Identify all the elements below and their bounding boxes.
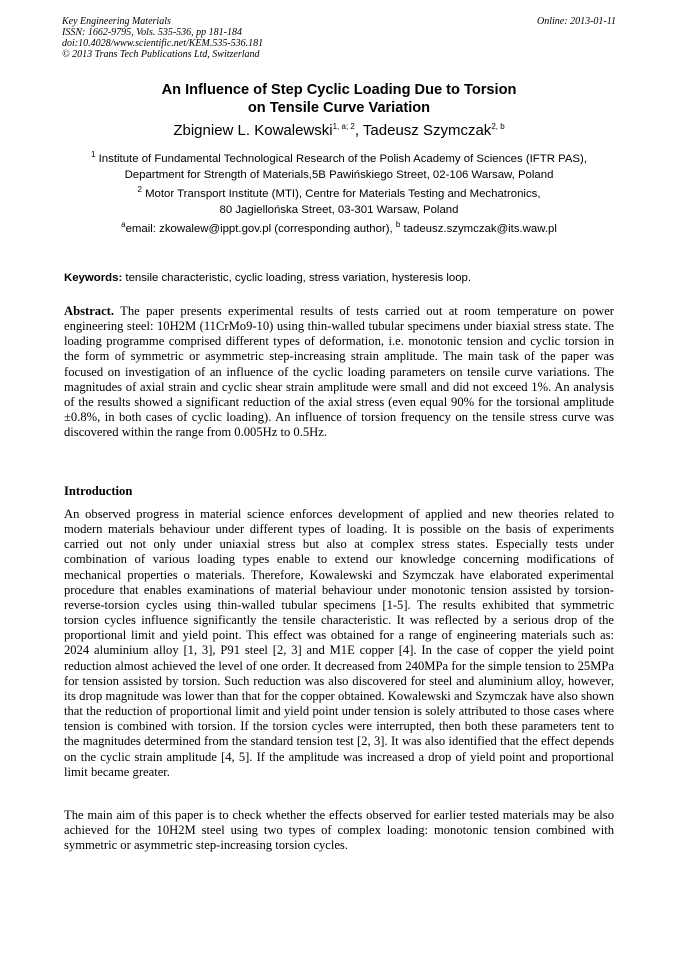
affiliation-2-line-1: Motor Transport Institute (MTI), Centre for Materials Testing and Mechatronics,	[141, 188, 541, 200]
affiliation-2-line-2: 80 Jagiellońska Street, 03-301 Warsaw, Poland	[219, 204, 459, 216]
email-b-marker: b	[395, 220, 401, 230]
title-line-1: An Influence of Step Cyclic Loading Due to Torsion	[161, 82, 517, 98]
abstract-text: The paper presents experimental results of tests carried out at room temperature on power engineering steel: 10H2M (11CrMo9-10) using thin-walled tubular specimens under biaxial stress state. The loading programme comprised different types of deformation, i.e. monotonic tension and cyclic torsion in the form of symmetric or asymmetric step-increasing strain amplitude. The main task of the paper was focused on investigation of an influence of the cyclic loading parameters on tensile curve variations. The magnitudes of axial strain and cyclic shear strain amplitude were small and did not exceed 1%. An analysis of the results showed a significant reduction of the axial stress (even equal 90% for the torsional amplitude ±0.8%, in both cases of cyclic loading). An influence of torsion frequency on the tensile stress curve was discovered within the range from 0.005Hz to 0.5Hz.	[64, 304, 614, 440]
author-1-affil-marker: 1, a; 2	[332, 122, 355, 131]
introduction-paragraph-1: An observed progress in material science enforces development of applied and new theories related to modern materials behaviour under different types of loading. It is possible on the basis of experiments carried out not only under uniaxial stress but also at complex stress states. Especially tests under combination of various loading types enable to extend our knowledge concerning modifications of mechanical properties o materials. Therefore, Kowalewski and Szymczak have elaborated experimental procedure that enables examinations of material behaviour under monotonic tension assisted by torsion-reverse-torsion cycles using thin-walled tubular specimens [1-5]. The results exhibited that symmetric torsion cycles influence significantly the tensile characteristic. It was reflected by a serious drop of the proportional limit and yield point. This effect was obtained for a range of engineering materials such as: 2024 aluminium alloy [1, 3], P91 steel [2, 3] and M1E copper [4]. In the case of copper the yield point reduction almost achieved the level of one order. It decreased from 240MPa for the simple tension to 25MPa for tension assisted by torsion. Such reduction was also discovered for steel and aluminium alloy, however, its drop magnitude was lower than that for the copper obtained. Kowalewski and Szymczak have also shown that the reduction of proportional limit and yield point under tension is solely attributed to those cases where tension is combined with torsion. If the torsion cycles were interrupted, then both these parameters tent to the magnitudes determined from the standard tension test [2, 3]. It was also identified that the effect depends on the cyclic strain amplitude [4, 5]. If the amplitude was increased a drop of yield point and proportional limit became greater.	[64, 507, 614, 779]
affiliation-1-marker: 1	[91, 150, 96, 160]
copyright-line: © 2013 Trans Tech Publications Ltd, Switzerland	[62, 49, 260, 60]
author-list	[40, 122, 638, 140]
affiliation-2-marker: 2	[137, 185, 142, 195]
author-emails	[40, 221, 638, 237]
affiliation-1-line-1: Institute of Fundamental Technological Research of the Polish Academy of Sciences (IFTR PAS),	[95, 153, 587, 165]
paper-title	[60, 81, 618, 117]
affiliation-1-line-2: Department for Strength of Materials,5B Pawińskiego Street, 02-106 Warsaw, Poland	[124, 169, 554, 181]
introduction-heading: Introduction	[64, 484, 133, 498]
keywords	[64, 270, 614, 286]
affiliation-2	[40, 186, 638, 218]
abstract	[64, 304, 614, 440]
title-line-2: on Tensile Curve Variation	[247, 100, 431, 116]
author-1-name: Zbigniew L. Kowalewski	[173, 122, 333, 139]
journal-header	[62, 16, 616, 60]
journal-name: Key Engineering Materials	[62, 16, 171, 27]
abstract-label: Abstract.	[64, 304, 115, 318]
keywords-label: Keywords:	[64, 272, 123, 284]
email-a-marker: a	[121, 220, 126, 230]
author-2-name: Tadeusz Szymczak	[362, 122, 492, 139]
author-2-affil-marker: 2, b	[491, 122, 505, 131]
doi-line[interactable]: doi:10.4028/www.scientific.net/KEM.535-536.181	[62, 38, 264, 49]
introduction-paragraph-2: The main aim of this paper is to check whether the effects observed for earlier tested materials may be also achieved for the 10H2M steel using two types of complex loading: monotonic tension combined with symmetric or asymmetric step-increasing torsion cycles.	[64, 808, 614, 853]
email-b[interactable]: tadeusz.szymczak@its.waw.pl	[400, 223, 557, 235]
email-a[interactable]: email: zkowalew@ippt.gov.pl (corresponding author),	[125, 223, 396, 235]
affiliation-1	[40, 151, 638, 183]
author-separator: ,	[354, 122, 363, 139]
online-date: Online: 2013-01-11	[537, 16, 616, 27]
keywords-text: tensile characteristic, cyclic loading, stress variation, hysteresis loop.	[122, 272, 472, 284]
issn-line: ISSN: 1662-9795, Vols. 535-536, pp 181-184	[62, 27, 242, 38]
